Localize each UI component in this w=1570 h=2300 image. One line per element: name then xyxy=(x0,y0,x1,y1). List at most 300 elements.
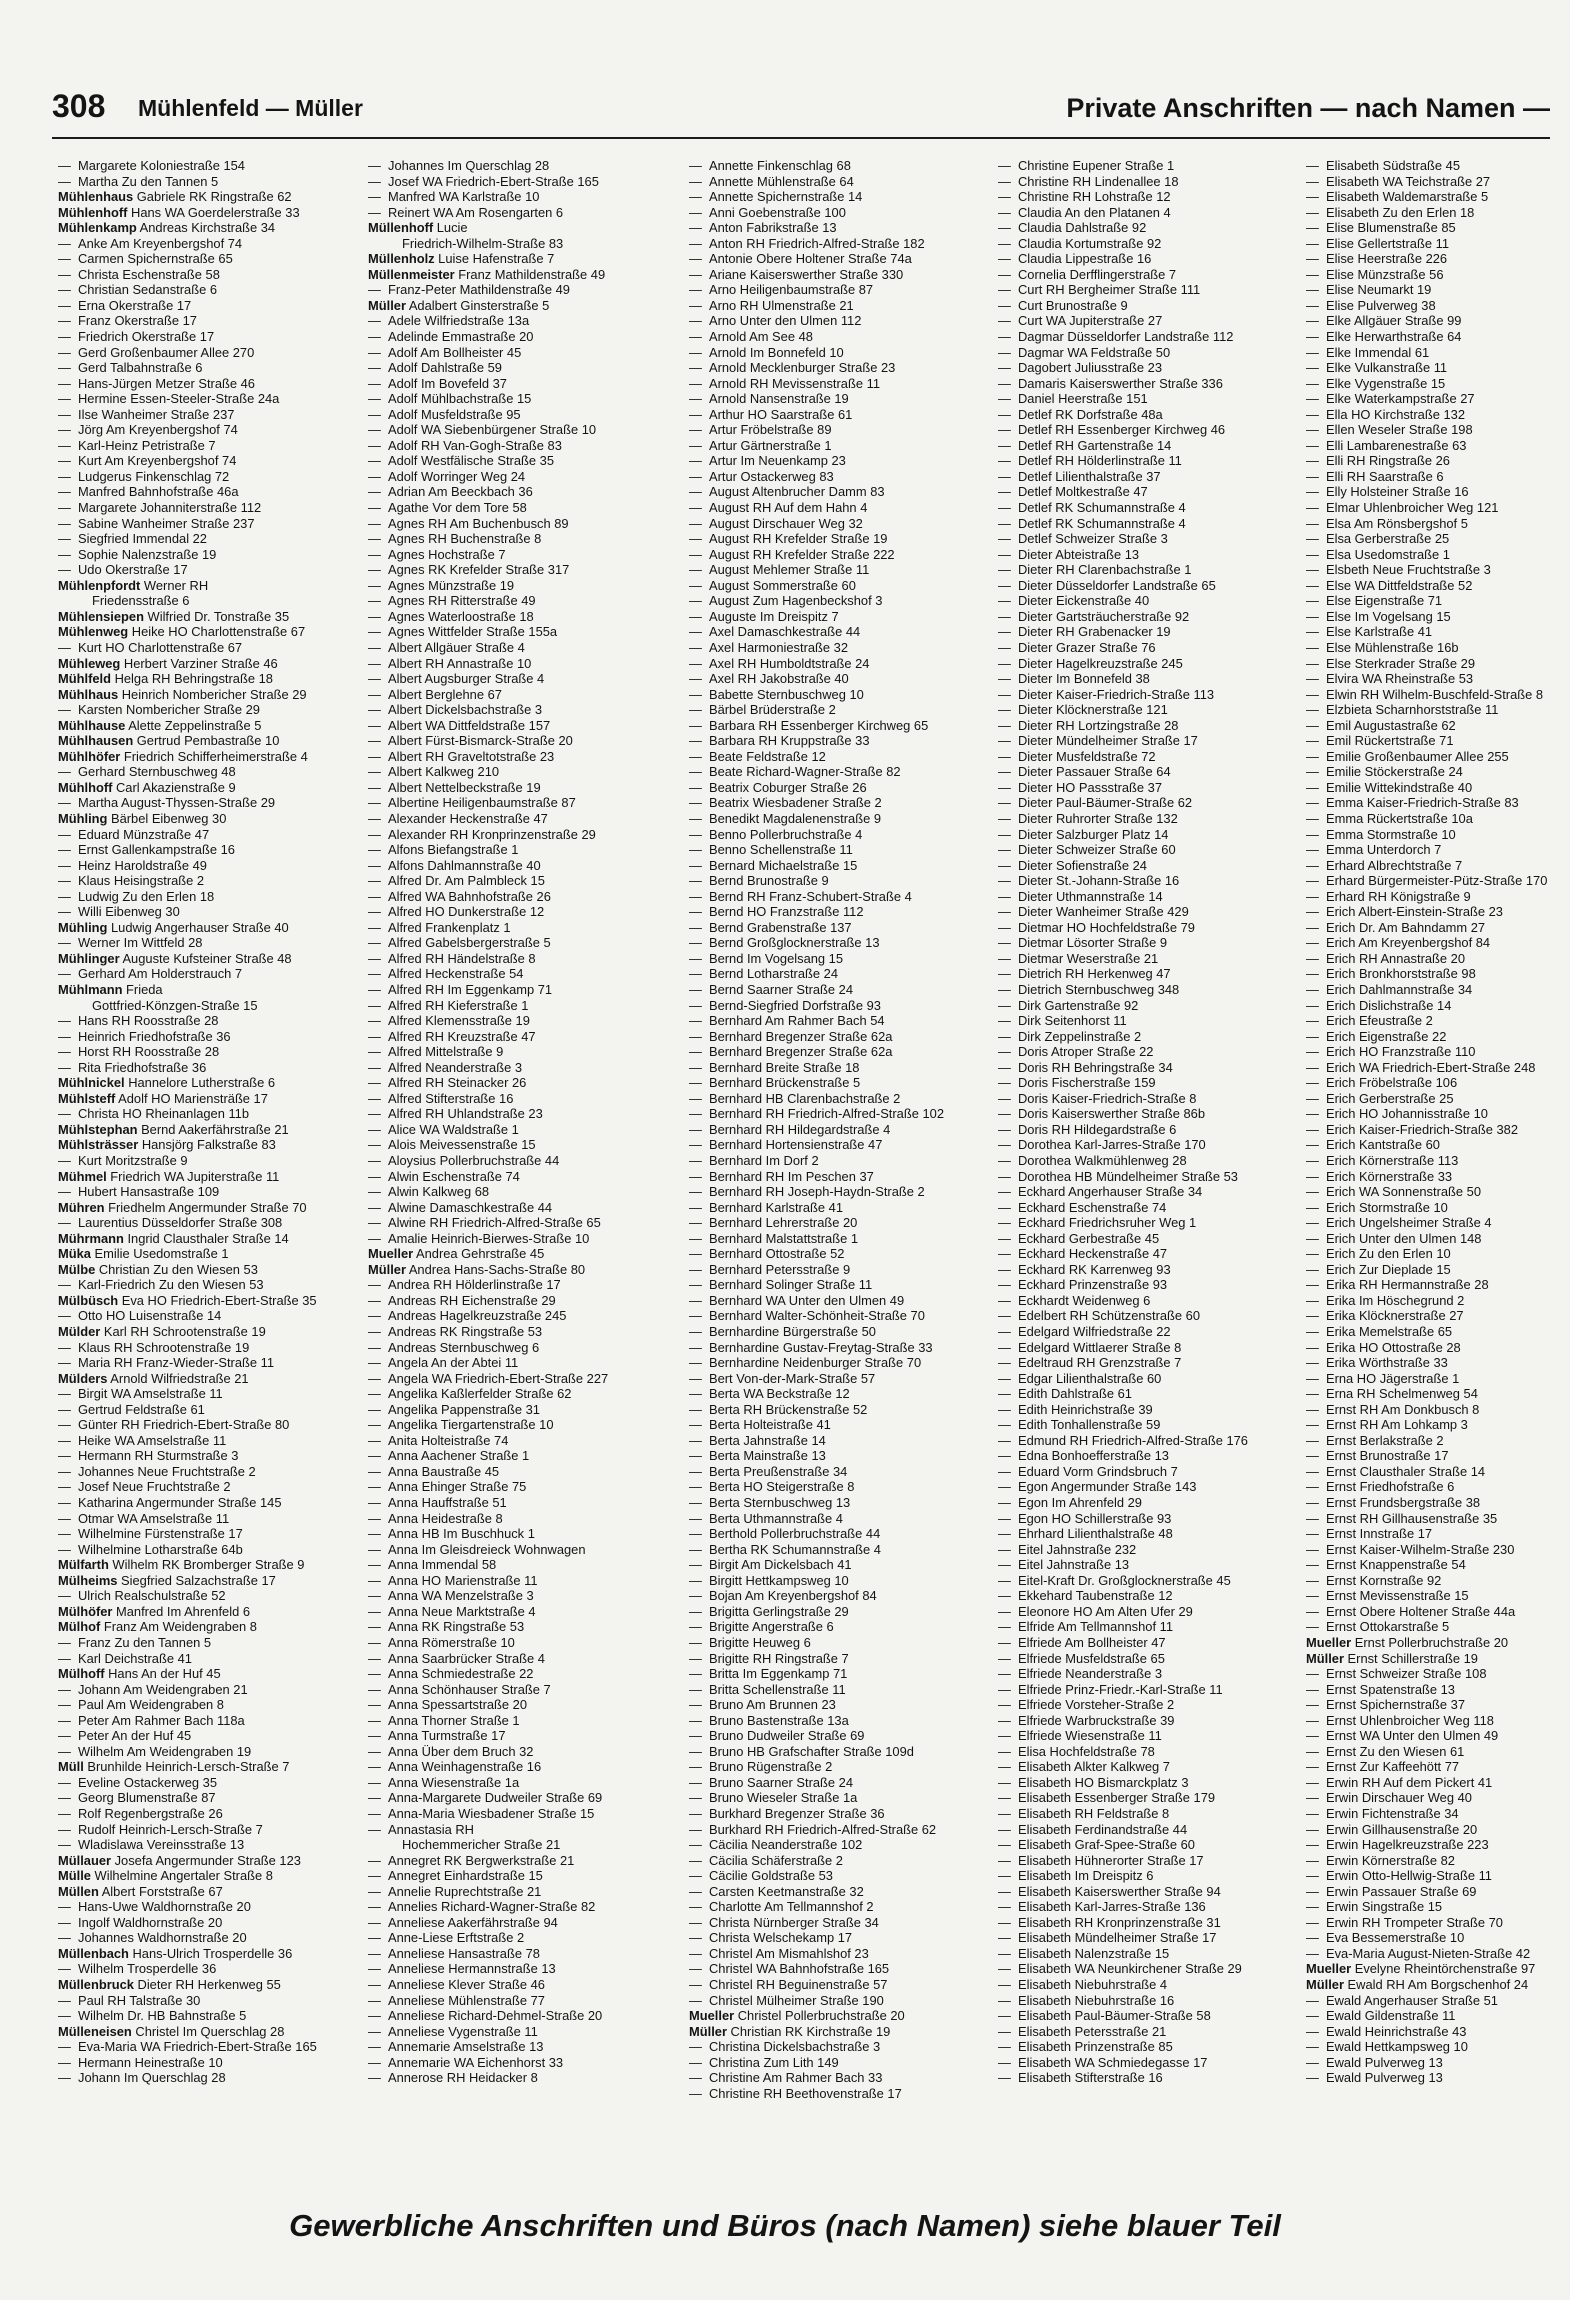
directory-entry: — Else Eigenstraße 71 xyxy=(1306,593,1443,609)
directory-entry: — Anneliese Hermannstraße 13 xyxy=(368,1961,556,1977)
section-title: Private Anschriften — nach Namen — xyxy=(1066,93,1550,123)
directory-entry: — Egon HO Schillerstraße 93 xyxy=(998,1510,1172,1526)
directory-entry: — Anne-Liese Erftstraße 2 xyxy=(368,1930,525,1946)
directory-entry: — Babette Sternbuschweg 10 xyxy=(689,686,864,702)
directory-entry: — Erna RH Schelmenweg 54 xyxy=(1306,1386,1478,1402)
directory-entry: — Bruno HB Grafschafter Straße 109d xyxy=(689,1743,914,1759)
directory-entry: — Anna Baustraße 45 xyxy=(368,1463,500,1479)
directory-entry: — Dieter Schweizer Straße 60 xyxy=(998,842,1176,858)
directory-entry: — Alfred RH Im Eggenkamp 71 xyxy=(368,981,553,997)
directory-entry: — Curt Brunostraße 9 xyxy=(998,297,1128,313)
directory-entry: Mülhöfer Manfred Im Ahrenfeld 6 xyxy=(58,1603,250,1619)
directory-entry: — Britta Schellenstraße 11 xyxy=(689,1681,846,1697)
directory-entry: — Christa Welschekamp 17 xyxy=(689,1930,853,1946)
directory-entry: — Elisabeth Waldemarstraße 5 xyxy=(1306,189,1489,205)
directory-entry: — Else WA Dittfeldstraße 52 xyxy=(1306,577,1473,593)
directory-entry: — Angela WA Friedrich-Ebert-Straße 227 xyxy=(368,1370,609,1386)
directory-entry: Müllauer Josefa Angermunder Straße 123 xyxy=(58,1852,301,1868)
directory-entry: — Arno RH Ulmenstraße 21 xyxy=(689,297,854,313)
directory-entry: — Anita Holteistraße 74 xyxy=(368,1432,509,1448)
directory-entry: — Arthur HO Saarstraße 61 xyxy=(689,406,853,422)
directory-entry: — Eitel Jahnstraße 13 xyxy=(998,1557,1130,1573)
directory-entry: — Maria RH Franz-Wieder-Straße 11 xyxy=(58,1355,275,1371)
directory-entry: — Elisabeth Zu den Erlen 18 xyxy=(1306,204,1475,220)
directory-entry: — Anna Wiesenstraße 1a xyxy=(368,1774,520,1790)
directory-entry: — August RH Krefelder Straße 19 xyxy=(689,531,888,547)
directory-entry: — Cornelia Derfflingerstraße 7 xyxy=(998,266,1177,282)
directory-entry: — Annegret Einhardstraße 15 xyxy=(368,1868,543,1884)
directory-entry: — Alexander Heckenstraße 47 xyxy=(368,810,548,826)
directory-entry: — Erwin Körnerstraße 82 xyxy=(1306,1852,1455,1868)
directory-entry: — Beate Richard-Wagner-Straße 82 xyxy=(689,764,901,780)
directory-entry: — Berta WA Beckstraße 12 xyxy=(689,1386,850,1402)
directory-entry: — Dietmar HO Hochfeldstraße 79 xyxy=(998,919,1195,935)
directory-entry: — Emma Stormstraße 10 xyxy=(1306,826,1456,842)
directory-entry: — Barbara RH Kruppstraße 33 xyxy=(689,733,870,749)
directory-entry: — Dieter St.-Johann-Straße 16 xyxy=(998,873,1180,889)
directory-entry: — Birgit WA Amselstraße 11 xyxy=(58,1386,223,1402)
directory-entry: Mühlhoff Carl Akazienstraße 9 xyxy=(58,779,236,795)
directory-entry: — Ernst Kornstraße 92 xyxy=(1306,1572,1442,1588)
directory-entry: — Curt RH Bergheimer Straße 111 xyxy=(998,282,1201,298)
directory-entry: — Bruno Dudweiler Straße 69 xyxy=(689,1728,865,1744)
directory-entry: — Johannes Neue Fruchtstraße 2 xyxy=(58,1463,256,1479)
directory-entry: — Edmund RH Friedrich-Alfred-Straße 176 xyxy=(998,1432,1248,1448)
directory-entry: Mühling Ludwig Angerhauser Straße 40 xyxy=(58,919,289,935)
directory-entry: — Ernst Zu den Wiesen 61 xyxy=(1306,1743,1465,1759)
directory-entry: — Siegfried Immendal 22 xyxy=(58,531,207,547)
directory-entry: — Otto HO Luisenstraße 14 xyxy=(58,1308,222,1324)
directory-entry: — Ernst Friedhofstraße 6 xyxy=(1306,1479,1455,1495)
directory-entry: — Elfriede Prinz-Friedr.-Karl-Straße 11 xyxy=(998,1681,1223,1697)
directory-entry: — Bernd Großglocknerstraße 13 xyxy=(689,935,880,951)
directory-entry: — Adolf WA Siebenbürgener Straße 10 xyxy=(368,422,597,438)
directory-entry: — Daniel Heerstraße 151 xyxy=(998,391,1148,407)
directory-entry: — Erika Im Höschegrund 2 xyxy=(1306,1292,1465,1308)
directory-entry: — Alwine RH Friedrich-Alfred-Straße 65 xyxy=(368,1215,601,1231)
directory-entry: — Elwin RH Wilhelm-Buschfeld-Straße 8 xyxy=(1306,686,1544,702)
directory-entry: — Elsbeth Neue Fruchtstraße 3 xyxy=(1306,562,1491,578)
directory-entry: — Ernst Zur Kaffeehött 77 xyxy=(1306,1759,1460,1775)
directory-entry: Müllenbach Hans-Ulrich Trosperdelle 36 xyxy=(58,1945,293,1961)
directory-entry: — Dirk Seitenhorst 11 xyxy=(998,1013,1127,1029)
directory-entry: — Erika HO Ottostraße 28 xyxy=(1306,1339,1461,1355)
directory-entry: — Albert Dickelsbachstraße 3 xyxy=(368,702,543,718)
directory-entry: — Dieter Klöcknerstraße 121 xyxy=(998,702,1168,718)
directory-entry: — Doris RH Hildegardstraße 6 xyxy=(998,1121,1177,1137)
directory-column-2 xyxy=(368,158,673,2086)
directory-entry: — Anna Aachener Straße 1 xyxy=(368,1448,530,1464)
directory-entry: — Detlef Schweizer Straße 3 xyxy=(998,531,1168,547)
directory-entry: — Albert Fürst-Bismarck-Straße 20 xyxy=(368,733,573,749)
directory-entry: — Christel WA Bahnhofstraße 165 xyxy=(689,1961,890,1977)
directory-entry: Mühlhöfer Friedrich Schifferheimerstraße 4 xyxy=(58,748,308,764)
directory-entry: Mühlenkamp Andreas Kirchstraße 34 xyxy=(58,220,276,236)
directory-entry: — Anna Immendal 58 xyxy=(368,1557,497,1573)
directory-entry: — Emma Unterdorch 7 xyxy=(1306,842,1442,858)
directory-entry: Mülhoff Hans An der Huf 45 xyxy=(58,1666,221,1682)
directory-entry: — Elisabeth Südstraße 45 xyxy=(1306,158,1460,173)
directory-entry: Friedensstraße 6 xyxy=(92,593,190,609)
directory-entry: — Adolf Mühlbachstraße 15 xyxy=(368,391,532,407)
directory-entry: — Sabine Wanheimer Straße 237 xyxy=(58,515,255,531)
directory-entry: — Burkhard Bregenzer Straße 36 xyxy=(689,1805,885,1821)
directory-entry: — Ilse Wanheimer Straße 237 xyxy=(58,406,235,422)
directory-entry: — Anna Spessartstraße 20 xyxy=(368,1697,528,1713)
directory-entry: — Wilhelm Am Weidengraben 19 xyxy=(58,1743,252,1759)
directory-entry: — Eckhardt Weidenweg 6 xyxy=(998,1292,1151,1308)
directory-entry: Müller Adalbert Ginsterstraße 5 xyxy=(368,297,550,313)
directory-entry: — Antonie Obere Holtener Straße 74a xyxy=(689,251,912,267)
directory-entry: — Bernhard Am Rahmer Bach 54 xyxy=(689,1013,885,1029)
directory-entry: — Erich Efeustraße 2 xyxy=(1306,1013,1433,1029)
directory-entry: Gottfried-Könzgen-Straße 15 xyxy=(92,997,258,1013)
directory-entry: — Bruno Bastenstraße 13a xyxy=(689,1712,849,1728)
directory-entry: — Bernd Saarner Straße 24 xyxy=(689,981,854,997)
directory-entry: — Curt WA Jupiterstraße 27 xyxy=(998,313,1163,329)
directory-entry: — Doris Kaiserswerther Straße 86b xyxy=(998,1106,1205,1122)
directory-entry: Mühlenhoff Hans WA Goerdelerstraße 33 xyxy=(58,204,300,220)
directory-entry: — Anneliese Mühlenstraße 77 xyxy=(368,1992,545,2008)
directory-entry: — Johann Im Querschlag 28 xyxy=(58,2070,226,2086)
directory-entry: — Albert Augsburger Straße 4 xyxy=(368,671,545,687)
directory-entry: — Artur Gärtnerstraße 1 xyxy=(689,437,832,453)
directory-entry: — Annette Finkenschlag 68 xyxy=(689,158,851,173)
directory-entry: — Agnes Wittfelder Straße 155a xyxy=(368,624,558,640)
directory-entry: — Klaus Heisingstraße 2 xyxy=(58,873,205,889)
directory-entry: — Elke Immendal 61 xyxy=(1306,344,1430,360)
directory-entry: — Bernhard Lehrerstraße 20 xyxy=(689,1215,858,1231)
directory-entry: — Christa Eschenstraße 58 xyxy=(58,266,220,282)
directory-entry: — Detlef RK Dorfstraße 48a xyxy=(998,406,1163,422)
directory-entry: — Cäcilie Goldstraße 53 xyxy=(689,1868,833,1884)
running-head-range: Mühlenfeld — Müller xyxy=(138,95,363,121)
directory-entry: — Dieter RH Clarenbachstraße 1 xyxy=(998,562,1192,578)
directory-entry: — Adolf Musfeldstraße 95 xyxy=(368,406,521,422)
directory-entry: — Eckhard RK Karrenweg 93 xyxy=(998,1261,1171,1277)
directory-entry: — Dagmar Düsseldorfer Landstraße 112 xyxy=(998,329,1234,345)
directory-entry: — Dieter Uthmannstraße 14 xyxy=(998,888,1163,904)
directory-entry: — Bruno Wieseler Straße 1a xyxy=(689,1790,858,1806)
directory-entry: — Elli RH Saarstraße 6 xyxy=(1306,468,1444,484)
directory-entry: — Annastasia RH xyxy=(368,1821,474,1837)
directory-entry: — Anton Fabrikstraße 13 xyxy=(689,220,837,236)
directory-entry: — Dieter Mündelheimer Straße 17 xyxy=(998,733,1198,749)
directory-entry: — Bernhardine Gustav-Freytag-Straße 33 xyxy=(689,1339,933,1355)
directory-entry: — Horst RH Roosstraße 28 xyxy=(58,1044,220,1060)
page-number: 308 xyxy=(52,88,106,124)
directory-entry: Mueller Christel Pollerbruchstraße 20 xyxy=(689,2008,905,2024)
directory-entry: Mülheims Siegfried Salzachstraße 17 xyxy=(58,1572,276,1588)
directory-entry: Mueller Ernst Pollerbruchstraße 20 xyxy=(1306,1634,1509,1650)
directory-entry: — Elisabeth WA Neunkirchener Straße 29 xyxy=(998,1961,1242,1977)
directory-entry: — Josef Neue Fruchtstraße 2 xyxy=(58,1479,231,1495)
directory-entry: — Elise Blumenstraße 85 xyxy=(1306,220,1456,236)
directory-entry: — Erich Gerberstraße 25 xyxy=(1306,1090,1454,1106)
directory-entry: — Ewald Angerhauser Straße 51 xyxy=(1306,1992,1498,2008)
directory-entry: — Dagobert Juliusstraße 23 xyxy=(998,360,1163,376)
directory-entry: — Dieter Düsseldorfer Landstraße 65 xyxy=(998,577,1216,593)
directory-entry: Mühlmann Frieda xyxy=(58,981,163,997)
directory-entry: Müll Brunhilde Heinrich-Lersch-Straße 7 xyxy=(58,1759,290,1775)
directory-entry: — Albert WA Dittfeldstraße 157 xyxy=(368,717,551,733)
directory-entry: — Dieter Musfeldstraße 72 xyxy=(998,748,1156,764)
directory-entry: — Ernst Uhlenbroicher Weg 118 xyxy=(1306,1712,1494,1728)
directory-entry: — Dieter Im Bonnefeld 38 xyxy=(998,671,1150,687)
directory-entry: — Annerose RH Heidacker 8 xyxy=(368,2070,538,2086)
directory-entry: — Adolf Worringer Weg 24 xyxy=(368,468,526,484)
directory-entry: — Adolf Am Bollheister 45 xyxy=(368,344,522,360)
directory-entry: — Alfred Mittelstraße 9 xyxy=(368,1044,504,1060)
directory-column-5 xyxy=(1306,158,1570,2086)
directory-entry: — Alexander RH Kronprinzenstraße 29 xyxy=(368,826,596,842)
directory-entry: — Karl-Heinz Petristraße 7 xyxy=(58,437,216,453)
directory-entry: — Hermine Essen-Steeler-Straße 24a xyxy=(58,391,280,407)
directory-entry: Mühleweg Herbert Varziner Straße 46 xyxy=(58,655,278,671)
directory-entry: — Anna Neue Marktstraße 4 xyxy=(368,1603,536,1619)
directory-entry: — Ernst Gallenkampstraße 16 xyxy=(58,842,235,858)
directory-entry: — Agnes RH Ritterstraße 49 xyxy=(368,593,536,609)
directory-entry: — Dorothea HB Mündelheimer Straße 53 xyxy=(998,1168,1238,1184)
directory-entry: — Otmar WA Amselstraße 11 xyxy=(58,1510,230,1526)
directory-entry: — Rolf Regenbergstraße 26 xyxy=(58,1805,223,1821)
directory-entry: — Doris Atroper Straße 22 xyxy=(998,1044,1154,1060)
directory-entry: — Manfred WA Karlstraße 10 xyxy=(368,189,540,205)
directory-entry: — Anneliese Klever Straße 46 xyxy=(368,1976,545,1992)
directory-entry: — August Altenbrucher Damm 83 xyxy=(689,484,885,500)
directory-entry: — Dirk Zeppelinstraße 2 xyxy=(998,1028,1142,1044)
directory-entry: — Erich Dr. Am Bahndamm 27 xyxy=(1306,919,1486,935)
directory-entry: Müller Ernst Schillerstraße 19 xyxy=(1306,1650,1478,1666)
directory-entry: Mühling Bärbel Eibenweg 30 xyxy=(58,810,227,826)
directory-entry: — August Zum Hagenbeckshof 3 xyxy=(689,593,883,609)
directory-entry: — Katharina Angermunder Straße 145 xyxy=(58,1495,282,1511)
directory-entry: — Alfred RH Kieferstraße 1 xyxy=(368,997,529,1013)
directory-entry: — Josef WA Friedrich-Ebert-Straße 165 xyxy=(368,173,599,189)
directory-entry: — Bruno Am Brunnen 23 xyxy=(689,1697,836,1713)
directory-entry: — Ernst WA Unter den Ulmen 49 xyxy=(1306,1728,1499,1744)
directory-entry: — Anna RK Ringstraße 53 xyxy=(368,1619,525,1635)
directory-entry: Müllen Albert Forststraße 67 xyxy=(58,1883,223,1899)
directory-entry: Mühlenhaus Gabriele RK Ringstraße 62 xyxy=(58,189,292,205)
directory-entry: — Anna Römerstraße 10 xyxy=(368,1634,515,1650)
directory-entry: — Anna Turmstraße 17 xyxy=(368,1728,506,1744)
directory-entry: — Albert RH Annastraße 10 xyxy=(368,655,532,671)
directory-entry: — Martha Zu den Tannen 5 xyxy=(58,173,219,189)
directory-entry: — Agnes Waterloostraße 18 xyxy=(368,608,534,624)
directory-entry: — Karl-Friedrich Zu den Wiesen 53 xyxy=(58,1277,264,1293)
directory-entry: — Elise Heerstraße 226 xyxy=(1306,251,1448,267)
directory-entry: — Alfons Biefangstraße 1 xyxy=(368,842,519,858)
directory-entry: — Erika Memelstraße 65 xyxy=(1306,1324,1453,1340)
directory-entry: — Eckhard Angerhauser Straße 34 xyxy=(998,1184,1203,1200)
directory-entry: — Peter An der Huf 45 xyxy=(58,1728,192,1744)
directory-entry: — Edeltraud RH Grenzstraße 7 xyxy=(998,1355,1182,1371)
directory-entry: — Erich Kaiser-Friedrich-Straße 382 xyxy=(1306,1121,1518,1137)
directory-entry: — Ernst Clausthaler Straße 14 xyxy=(1306,1463,1486,1479)
directory-entry: — Erika Wörthstraße 33 xyxy=(1306,1355,1448,1371)
directory-entry: — Alfred WA Bahnhofstraße 26 xyxy=(368,888,551,904)
directory-entry: Müller Ewald RH Am Borgschenhof 24 xyxy=(1306,1976,1529,1992)
directory-entry: — Elke Herwarthstraße 64 xyxy=(1306,329,1462,345)
directory-entry: — Burkhard RH Friedrich-Alfred-Straße 62 xyxy=(689,1821,937,1837)
directory-entry: — Alfred Stifterstraße 16 xyxy=(368,1090,514,1106)
directory-entry: — Emilie Großenbaumer Allee 255 xyxy=(1306,748,1509,764)
directory-entry: — Karl Deichstraße 41 xyxy=(58,1650,192,1666)
directory-entry: — Barbara RH Essenberger Kirchweg 65 xyxy=(689,717,929,733)
directory-entry: — Elisabeth Kaiserswerther Straße 94 xyxy=(998,1883,1221,1899)
directory-entry: — Alwin Eschenstraße 74 xyxy=(368,1168,520,1184)
directory-entry: — Elly Holsteiner Straße 16 xyxy=(1306,484,1469,500)
directory-entry: Mühlhaus Heinrich Nombericher Straße 29 xyxy=(58,686,307,702)
directory-entry: — Dieter Salzburger Platz 14 xyxy=(998,826,1169,842)
directory-entry: — Ernst Schweizer Straße 108 xyxy=(1306,1666,1487,1682)
directory-entry: — Bernhard HB Clarenbachstraße 2 xyxy=(689,1090,901,1106)
directory-entry: — Dieter Ruhrorter Straße 132 xyxy=(998,810,1178,826)
directory-entry: — Elise Neumarkt 19 xyxy=(1306,282,1432,298)
directory-entry: — Elisa Hochfeldstraße 78 xyxy=(998,1743,1155,1759)
directory-entry: — Anna HB Im Buschhuck 1 xyxy=(368,1526,535,1542)
directory-entry: — Axel RH Jakobstraße 40 xyxy=(689,671,849,687)
directory-entry: — Wilhelmine Fürstenstraße 17 xyxy=(58,1526,243,1542)
directory-entry: — Erich Dahlmannstraße 34 xyxy=(1306,981,1473,997)
directory-entry: — Erich Zu den Erlen 10 xyxy=(1306,1246,1451,1262)
directory-entry: — Beatrix Wiesbadener Straße 2 xyxy=(689,795,882,811)
directory-entry: — Anna Schönhauser Straße 7 xyxy=(368,1681,551,1697)
directory-entry: — Elisabeth WA Teichstraße 27 xyxy=(1306,173,1491,189)
directory-entry: — Anneliese Richard-Dehmel-Straße 20 xyxy=(368,2008,603,2024)
directory-entry: — Hubert Hansastraße 109 xyxy=(58,1184,220,1200)
directory-entry: — Elise Gellertstraße 11 xyxy=(1306,235,1449,251)
directory-entry: — Agnes RK Krefelder Straße 317 xyxy=(368,562,570,578)
directory-entry: — Bernhardine Bürgerstraße 50 xyxy=(689,1324,876,1340)
directory-entry: Mührmann Ingrid Clausthaler Straße 14 xyxy=(58,1230,289,1246)
directory-entry: — Elke Allgäuer Straße 99 xyxy=(1306,313,1462,329)
directory-entry: — Artur Fröbelstraße 89 xyxy=(689,422,832,438)
directory-entry: — Erich Körnerstraße 33 xyxy=(1306,1168,1453,1184)
directory-entry: — August Sommerstraße 60 xyxy=(689,577,856,593)
directory-entry: — Elisabeth Karl-Jarres-Straße 136 xyxy=(998,1899,1206,1915)
directory-entry: — Aloysius Pollerbruchstraße 44 xyxy=(368,1153,560,1168)
directory-entry: — Johannes Waldhornstraße 20 xyxy=(58,1930,247,1946)
directory-entry: — Georg Blumenstraße 87 xyxy=(58,1790,216,1806)
directory-entry: — August RH Auf dem Hahn 4 xyxy=(689,500,868,516)
directory-entry: — Alwine Damaschkestraße 44 xyxy=(368,1199,553,1215)
directory-entry: — Elisabeth Mündelheimer Straße 17 xyxy=(998,1930,1217,1946)
directory-entry: — Alfred HO Dunkerstraße 12 xyxy=(368,904,545,920)
directory-entry: — Elisabeth HO Bismarckplatz 3 xyxy=(998,1774,1189,1790)
directory-entry: — Carmen Spichernstraße 65 xyxy=(58,251,233,267)
directory-entry: — Benno Schellenstraße 11 xyxy=(689,842,853,858)
directory-entry: — Andreas RK Ringstraße 53 xyxy=(368,1324,543,1340)
directory-entry: — Cäcilia Schäferstraße 2 xyxy=(689,1852,843,1868)
directory-entry: — Wilhelmine Lotharstraße 64b xyxy=(58,1541,243,1557)
directory-entry: — Brigitte Angerstraße 6 xyxy=(689,1619,834,1635)
directory-entry: — Erich Fröbelstraße 106 xyxy=(1306,1075,1458,1091)
directory-entry: — Elke Vygenstraße 15 xyxy=(1306,375,1446,391)
directory-entry: — Elisabeth Stifterstraße 16 xyxy=(998,2070,1163,2086)
directory-entry: — Ernst RH Am Donkbusch 8 xyxy=(1306,1401,1480,1417)
directory-entry: — Alfred RH Uhlandstraße 23 xyxy=(368,1106,543,1122)
directory-entry: — Anton RH Friedrich-Alfred-Straße 182 xyxy=(689,235,925,251)
directory-entry: Müllenholz Luise Hafenstraße 7 xyxy=(368,251,555,267)
directory-entry: — Christel Mülheimer Straße 190 xyxy=(689,1992,884,2008)
directory-entry: — Edna Bonhoefferstraße 13 xyxy=(998,1448,1169,1464)
directory-entry: — Christa Nürnberger Straße 34 xyxy=(689,1914,879,1930)
directory-entry: — Elli RH Ringstraße 26 xyxy=(1306,453,1450,469)
directory-entry: — Elisabeth WA Schmiedegasse 17 xyxy=(998,2054,1208,2070)
directory-entry: — Emil Rückertstraße 71 xyxy=(1306,733,1454,749)
directory-entry: — Alfred Neanderstraße 3 xyxy=(368,1059,522,1075)
directory-entry: — Berta Jahnstraße 14 xyxy=(689,1432,826,1448)
directory-entry: — Erika Klöcknerstraße 27 xyxy=(1306,1308,1464,1324)
directory-entry: — Gerd Großenbaumer Allee 270 xyxy=(58,344,255,360)
directory-entry: — Heinz Haroldstraße 49 xyxy=(58,857,207,873)
directory-entry: — Christine Eupener Straße 1 xyxy=(998,158,1175,173)
directory-entry: — Alfred Klemensstraße 19 xyxy=(368,1013,530,1029)
directory-entry: Friedrich-Wilhelm-Straße 83 xyxy=(402,235,564,251)
directory-entry: — Bernhard Im Dorf 2 xyxy=(689,1153,819,1168)
directory-entry: — Gerhard Sternbuschweg 48 xyxy=(58,764,236,780)
directory-entry: Mühmel Friedrich WA Jupiterstraße 11 xyxy=(58,1168,280,1184)
directory-entry: — Erich Zur Dieplade 15 xyxy=(1306,1261,1451,1277)
directory-entry: — Margarete Koloniestraße 154 xyxy=(58,158,245,173)
directory-entry: — Erwin Otto-Hellwig-Straße 11 xyxy=(1306,1868,1492,1884)
directory-entry: — Emilie Stöckerstraße 24 xyxy=(1306,764,1463,780)
directory-entry: — Bernhard Bregenzer Straße 62a xyxy=(689,1028,893,1044)
directory-entry: — Christel Am Mismahlshof 23 xyxy=(689,1945,869,1961)
directory-entry: Mühlsträsser Hansjörg Falkstraße 83 xyxy=(58,1137,276,1153)
directory-entry: — Arnold Im Bonnefeld 10 xyxy=(689,344,844,360)
directory-entry: — Dietrich RH Herkenweg 47 xyxy=(998,966,1171,982)
directory-entry: — Anna HO Marienstraße 11 xyxy=(368,1572,538,1588)
directory-entry: — Egon Im Ahrenfeld 29 xyxy=(998,1495,1142,1511)
directory-entry: — Erwin RH Trompeter Straße 70 xyxy=(1306,1914,1503,1930)
directory-entry: — Anna Saarbrücker Straße 4 xyxy=(368,1650,545,1666)
directory-entry: — Hans-Jürgen Metzer Straße 46 xyxy=(58,375,255,391)
directory-entry: — Bernhard Petersstraße 9 xyxy=(689,1261,851,1277)
directory-entry: — Albertine Heiligenbaumstraße 87 xyxy=(368,795,576,811)
directory-entry: — Erika RH Hermannstraße 28 xyxy=(1306,1277,1489,1293)
directory-column-3 xyxy=(689,158,994,2101)
directory-entry: — Andreas Sternbuschweg 6 xyxy=(368,1339,540,1355)
directory-entry: — Albert Berglehne 67 xyxy=(368,686,502,702)
directory-entry: — Erich WA Friedrich-Ebert-Straße 248 xyxy=(1306,1059,1536,1075)
directory-entry: — Bärbel Brüderstraße 2 xyxy=(689,702,836,718)
directory-entry: — Anna Über dem Bruch 32 xyxy=(368,1743,534,1759)
directory-entry: — Erwin Passauer Straße 69 xyxy=(1306,1883,1477,1899)
directory-entry: — Ernst Spatenstraße 13 xyxy=(1306,1681,1455,1697)
directory-entry: — Dorothea Karl-Jarres-Straße 170 xyxy=(998,1137,1206,1153)
directory-entry: Mühren Friedhelm Angermunder Straße 70 xyxy=(58,1199,307,1215)
directory-entry: — Bernhard Solinger Straße 11 xyxy=(689,1277,873,1293)
directory-entry: — Bernd HO Franzstraße 112 xyxy=(689,904,864,920)
directory-entry: — Elfriede Am Bollheister 47 xyxy=(998,1634,1166,1650)
directory-entry: — Bernd Im Vogelsang 15 xyxy=(689,950,844,966)
directory-entry: — Dieter Grazer Straße 76 xyxy=(998,639,1156,655)
directory-entry: — Bernhard WA Unter den Ulmen 49 xyxy=(689,1292,905,1308)
directory-entry: — Gerd Talbahnstraße 6 xyxy=(58,360,203,376)
directory-entry: — Bernhard RH Hildegardstraße 4 xyxy=(689,1121,891,1137)
directory-entry: — Ernst Knappenstraße 54 xyxy=(1306,1557,1466,1573)
directory-entry: — Damaris Kaiserswerther Straße 336 xyxy=(998,375,1223,391)
directory-entry: — Elisabeth Graf-Spee-Straße 60 xyxy=(998,1837,1195,1853)
directory-entry: — Erich Albert-Einstein-Straße 23 xyxy=(1306,904,1503,920)
directory-entry: — Bernhard Brückenstraße 5 xyxy=(689,1075,861,1091)
directory-entry: — Christina Dickelsbachstraße 3 xyxy=(689,2039,881,2055)
directory-entry: — Franz Zu den Tannen 5 xyxy=(58,1634,212,1650)
directory-entry: — Berta Uthmannstraße 4 xyxy=(689,1510,843,1526)
